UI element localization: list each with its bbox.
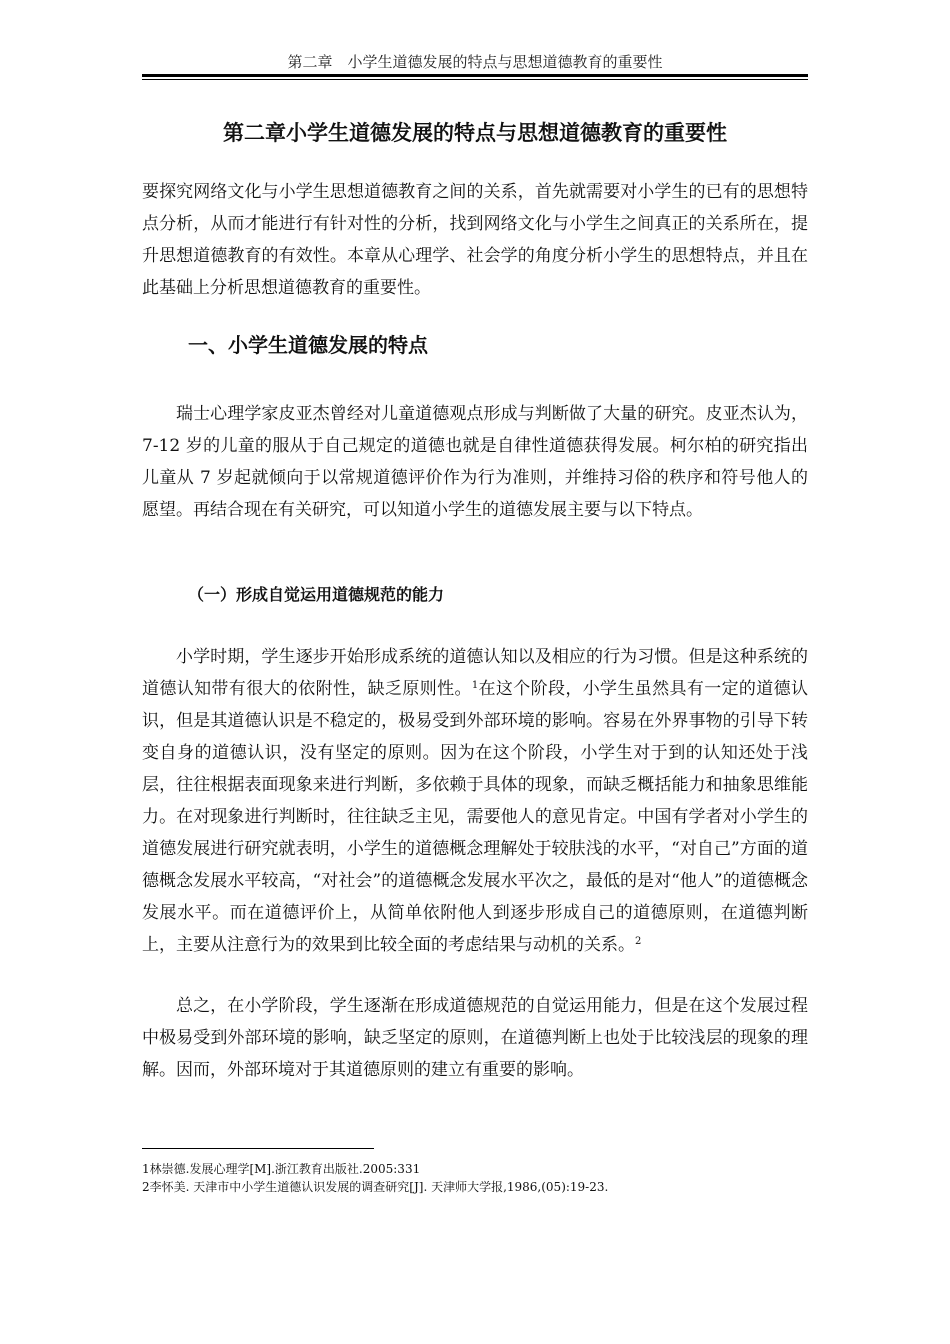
footnote-2: 2李怀美. 天津市中小学生道德认识发展的调查研究[J]. 天津师大学报,1986,(05):19-23. (142, 1180, 609, 1194)
section-paragraph: 瑞士心理学家皮亚杰曾经对儿童道德观点形成与判断做了大量的研究。皮亚杰认为，7-12 岁的儿童的服从于自己规定的道德也就是自律性道德获得发展。柯尔柏的研究指出儿童从 7 岁起就倾向于以常规道德评价作为行为准则，并维持习俗的秩序和符号他人的愿望。再结合现在有关研究，可以知道小学生的道德发展主要与以下特点。 (142, 404, 808, 520)
footnote-marker-1[interactable]: 1 (471, 680, 479, 691)
body-paragraph-1-part2: 在这个阶段，小学生虽然具有一定的道德认识，但是其道德认识是不稳定的，极易受到外部环境的影响。容易在外界事物的引导下转变自身的道德认识，没有坚定的原则。因为在这个阶段，小学生对于到的认知还处于浅层，往往根据表面现象来进行判断，多依赖于具体的现象，而缺乏概括能力和抽象思维能力。在对现象进行判断时，往往缺乏主见，需要他人的意见肯定。中国有学者对小学生的道德发展进行研究就表明，小学生的道德概念理解处于较肤浅的水平，“对自己”方面的道德概念发展水平较高，“对社会”的道德概念发展水平次之，最低的是对“他人”的道德概念发展水平。而在道德评价上，从简单依附他人到逐步形成自己的道德原则，在道德判断上，主要从注意行为的效果到比较全面的考虑结果与动机的关系。 (142, 679, 808, 955)
body-paragraph-1-part1: 小学时期，学生逐步开始形成系统的道德认知以及相应的行为习惯。但是这种系统的道德认知带有很大的依附性，缺乏原则性。 (142, 647, 808, 699)
header-rule (142, 74, 808, 80)
footnote-marker-2[interactable]: 2 (635, 936, 642, 947)
chapter-title: 第二章小学生道德发展的特点与思想道德教育的重要性 (223, 121, 727, 145)
footnote-1: 1林崇德.发展心理学[M].浙江教育出版社.2005:331 (142, 1162, 421, 1176)
intro-paragraph: 要探究网络文化与小学生思想道德教育之间的关系，首先就需要对小学生的已有的思想特点分析，从而才能进行有针对性的分析，找到网络文化与小学生之间真正的关系所在，提升思想道德教育的有效性。本章从心理学、社会学的角度分析小学生的思想特点，并且在此基础上分析思想道德教育的重要性。 (142, 182, 808, 298)
body-paragraph-2: 总之，在小学阶段，学生逐渐在形成道德规范的自觉运用能力，但是在这个发展过程中极易受到外部环境的影响，缺乏坚定的原则，在道德判断上也处于比较浅层的现象的理解。因而，外部环境对于其道德原则的建立有重要的影响。 (142, 996, 808, 1080)
subsection-heading: （一）形成自觉运用道德规范的能力 (188, 585, 445, 604)
section-heading: 一、小学生道德发展的特点 (188, 333, 428, 357)
running-header: 第二章 小学生道德发展的特点与思想道德教育的重要性 (287, 53, 663, 71)
footnote-rule (142, 1148, 374, 1149)
body-paragraph-1 (142, 641, 808, 961)
